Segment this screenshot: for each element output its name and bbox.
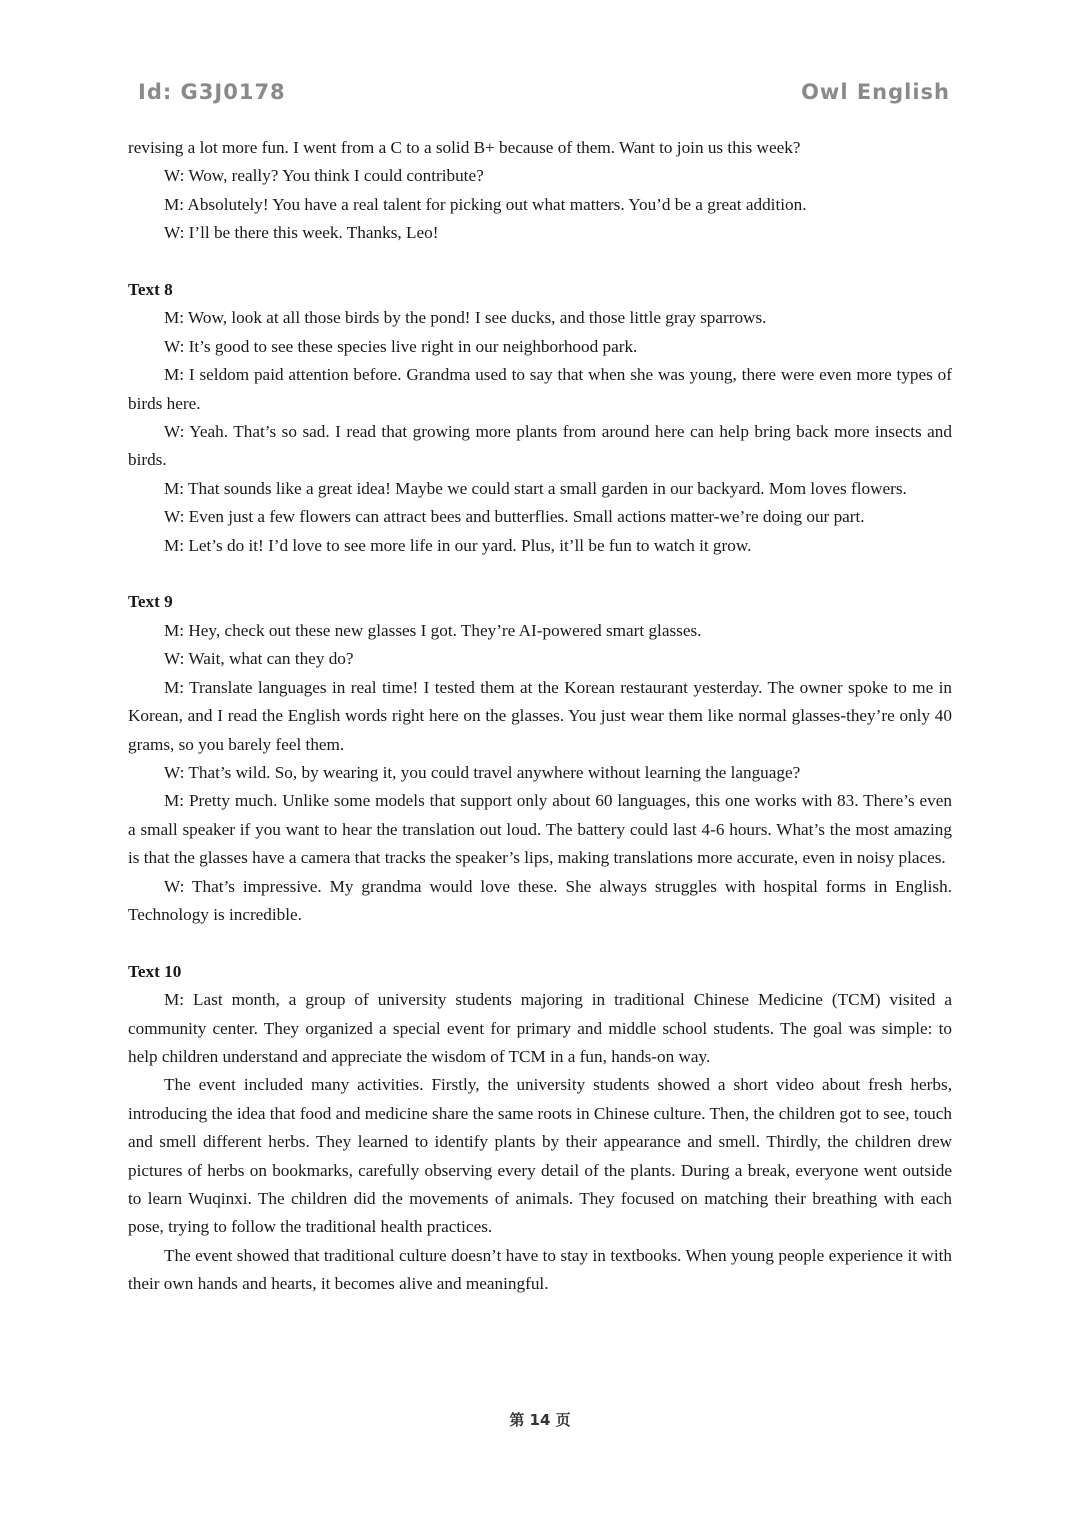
brand-name: Owl English [801, 80, 950, 104]
paragraph: M: That sounds like a great idea! Maybe we could start a small garden in our backyard. Mom loves flowers. [164, 478, 907, 498]
paragraph: W: That’s impressive. My grandma would love these. She always struggles with hospital forms in English. Technology is incredible. [128, 876, 952, 924]
paragraph: revising a lot more fun. I went from a C to a solid B+ because of them. Want to join us this week? [128, 138, 801, 157]
paragraph: M: Pretty much. Unlike some models that support only about 60 languages, this one works with 83. There’s even a small speaker if you want to hear the translation out loud. The battery could last 4-6 hours. What’s the most amazing is that the glasses have a camera that tracks the speaker’s lips, making translations more accurate, even in noisy places. [128, 791, 952, 868]
paragraph: M: Translate languages in real time! I tested them at the Korean restaurant yesterday. The owner spoke to me in Korean, and I read the English words right here on the glasses. You just wear them like normal glasses-they’re only 40 grams, so you barely feel them. [128, 677, 952, 754]
paragraph: W: That’s wild. So, by wearing it, you could travel anywhere without learning the language? [164, 762, 801, 782]
transcript-body [128, 134, 952, 1299]
paragraph: W: Wow, really? You think I could contribute? [164, 166, 484, 186]
paragraph: W: Even just a few flowers can attract bees and butterflies. Small actions matter-we’re doing our part. [164, 507, 865, 527]
paragraph: W: Yeah. That’s so sad. I read that growing more plants from around here can help bring back more insects and birds. [128, 422, 952, 470]
paragraph: M: I seldom paid attention before. Grandma used to say that when she was young, there were even more types of birds here. [128, 365, 952, 413]
paragraph: M: Let’s do it! I’d love to see more life in our yard. Plus, it’ll be fun to watch it grow. [164, 535, 752, 555]
paragraph: M: Wow, look at all those birds by the pond! I see ducks, and those little gray sparrows. [164, 308, 767, 328]
paragraph: The event included many activities. Firstly, the university students showed a short video about fresh herbs, introducing the idea that food and medicine share the same roots in Chinese culture. Then, the children got to see, touch and smell different herbs. They learned to identify plants by their appearance and smell. Thirdly, the children drew pictures of herbs on bookmarks, carefully observing every detail of the plants. During a break, everyone went outside to learn Wuqinxi. The children did the movements of animals. They focused on matching their breathing with each pose, trying to follow the traditional health practices. [128, 1075, 952, 1237]
paragraph: W: Wait, what can they do? [164, 649, 354, 669]
paragraph: M: Absolutely! You have a real talent for picking out what matters. You’d be a great addition. [164, 194, 807, 214]
section-heading-text-10: Text 10 [128, 961, 182, 981]
paragraph: W: I’ll be there this week. Thanks, Leo! [164, 223, 439, 243]
section-heading-text-9: Text 9 [128, 592, 173, 612]
document-id: Id: G3J0178 [138, 80, 286, 104]
page-number: 第 14 页 [509, 1411, 571, 1429]
paragraph: W: It’s good to see these species live right in our neighborhood park. [164, 336, 638, 356]
section-heading-text-8: Text 8 [128, 280, 173, 300]
paragraph: The event showed that traditional culture doesn’t have to stay in textbooks. When young people experience it with their own hands and hearts, it becomes alive and meaningful. [128, 1245, 952, 1294]
paragraph: M: Hey, check out these new glasses I got. They’re AI-powered smart glasses. [164, 620, 702, 640]
paragraph: M: Last month, a group of university students majoring in traditional Chinese Medicine (TCM) visited a community center. They organized a special event for primary and middle school students. The goal was simple: to help children understand and appreciate the wisdom of TCM in a fun, hands-on way. [128, 990, 952, 1066]
